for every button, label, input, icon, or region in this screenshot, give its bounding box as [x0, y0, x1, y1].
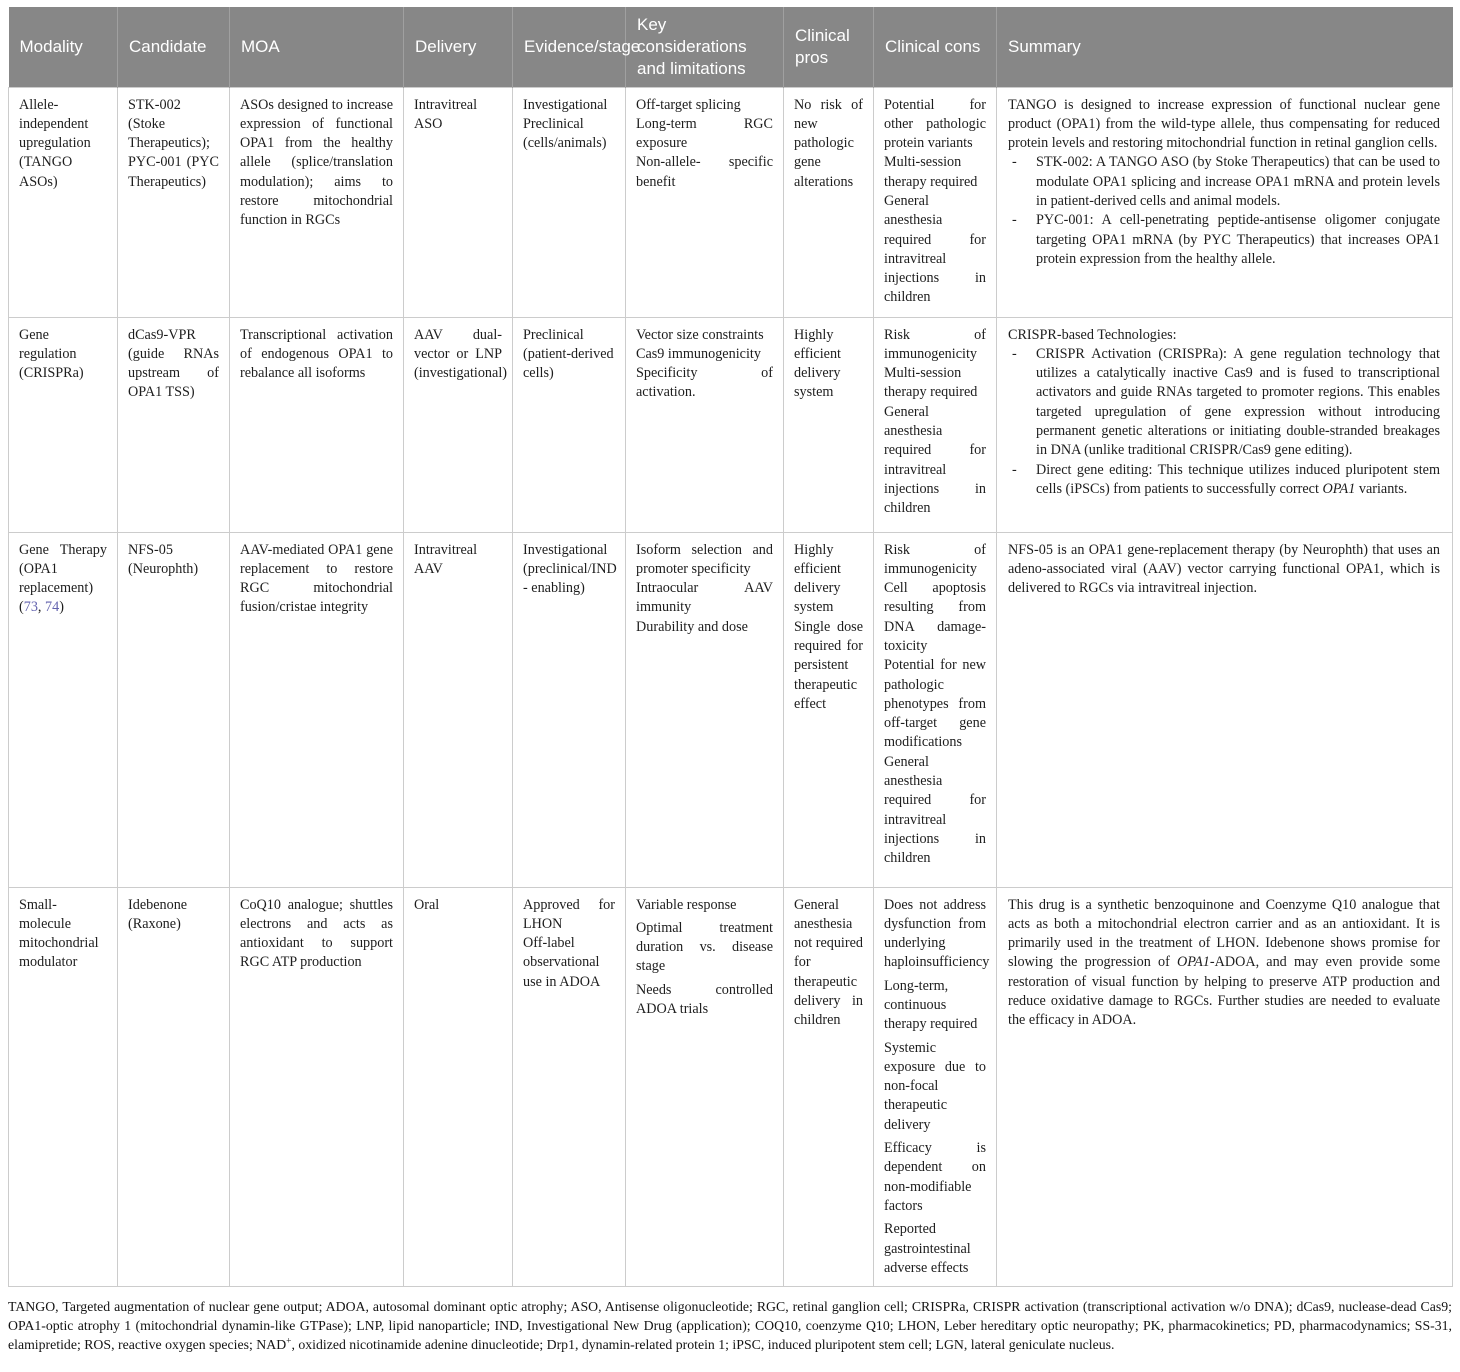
refs-open-paren: (	[19, 599, 24, 616]
cell-clinical-pros	[784, 317, 874, 532]
table-header	[9, 7, 1453, 87]
cell-clinical-cons	[874, 887, 997, 1287]
cell-text-line: Approved for LHON	[523, 896, 615, 932]
cell-text-line: Vector size constraints	[636, 326, 764, 343]
bullet-marker: -	[1012, 461, 1017, 478]
column-header-label: Summary	[1008, 36, 1081, 56]
delivery-text: Intravitreal AAV	[414, 541, 478, 577]
considerations-list	[636, 541, 773, 637]
cell-delivery	[404, 317, 513, 532]
summary-bullet	[1008, 345, 1440, 461]
considerations-list	[636, 326, 773, 403]
evidence-list	[523, 96, 615, 154]
cell-candidate	[118, 887, 230, 1287]
cell-moa	[230, 887, 404, 1287]
delivery-text: Intravitreal ASO	[414, 96, 478, 132]
cell-text-line: Cell apoptosis resulting from DNA damage-toxicity	[884, 580, 986, 654]
cell-text-line: Cas9 immunogenicity	[636, 345, 761, 362]
moa-text: Transcriptional activation of endogenous OPA1 to rebalance all isoforms	[240, 326, 393, 382]
cell-candidate	[118, 317, 230, 532]
cell-key-considerations	[626, 532, 784, 887]
cell-text-line: Potential for new pathologic phenotypes from off-target gene modifications	[884, 657, 986, 751]
cell-moa	[230, 317, 404, 532]
summary-bullet	[1008, 153, 1440, 211]
moa-text: AAV-mediated OPA1 gene replacement to restore RGC mitochondrial fusion/cristae integrity	[240, 541, 393, 616]
cell-text-line: Risk of immunogenicity	[884, 326, 986, 362]
bullet-marker: -	[1012, 154, 1017, 171]
cell-key-considerations	[626, 317, 784, 532]
column-header-clinical-pros	[784, 7, 874, 87]
column-header-summary	[997, 7, 1453, 87]
evidence-list	[523, 541, 615, 599]
cell-text-line: Single dose required for persistent therapeutic effect	[794, 618, 863, 712]
cell-text-line: General anesthesia required for intravitreal injections in children	[884, 192, 986, 306]
column-header-label: Modality	[19, 36, 83, 56]
cell-text-line: Multi-session therapy required	[884, 154, 978, 190]
pros-list	[794, 96, 863, 192]
cell-modality	[9, 87, 118, 317]
cell-delivery	[404, 87, 513, 317]
column-header-label: Delivery	[415, 36, 477, 56]
bullet-text: CRISPR Activation (CRISPRa): A gene regulation technology that utilizes a catalytically inactive Cas9 and is fused to transcriptional activators and guide RNAs targeted to promoter regions. This enables targeted upregulation of gene expression without introducing permanent genetic alterations or initiating double-stranded breakages in DNA (unlike traditional CRISPR/Cas9 gene editing).	[1036, 345, 1440, 459]
gene-name-italic: OPA1	[1177, 954, 1210, 971]
cell-text-line: Multi-session therapy required	[884, 365, 978, 401]
footnote-text-segment: , oxidized nicotinamide adenine dinucleotide; Drp1, dynamin-related protein 1; iPSC, induced pluripotent stem cell; LGN, lateral geniculate nucleus.	[291, 1337, 1115, 1353]
refs-close-paren: )	[59, 599, 64, 616]
column-header-label: Clinical cons	[885, 36, 981, 56]
cell-key-considerations	[626, 887, 784, 1287]
cell-text-line: Long-term, continuous therapy required	[884, 977, 978, 1033]
cell-summary	[997, 317, 1453, 532]
cell-text-line: Reported gastrointestinal adverse effects	[884, 1221, 971, 1276]
reference-link-74[interactable]: 74	[45, 599, 60, 616]
summary-intro	[1008, 896, 1440, 1031]
bullet-text	[1036, 461, 1440, 500]
cell-delivery	[404, 532, 513, 887]
summary-intro: TANGO is designed to increase expression of functional nuclear gene product (OPA1) from the wild-type allele, thus compensating for reduced protein levels and restoring mitochondrial function in retinal ganglion cells.	[1008, 96, 1440, 152]
cell-summary	[997, 887, 1453, 1287]
summary-bullet	[1008, 211, 1440, 269]
pros-list	[794, 541, 863, 715]
cons-list	[884, 96, 986, 308]
cell-text-line: Off-target splicing	[636, 96, 741, 113]
cell-clinical-pros	[784, 532, 874, 887]
cell-text-line: Potential for other pathologic protein variants	[884, 96, 986, 152]
cell-key-considerations	[626, 87, 784, 317]
cell-text-line: Investigational	[523, 96, 608, 113]
cell-modality	[9, 317, 118, 532]
bullet-text-segment: variants.	[1355, 480, 1408, 497]
column-header-evidence-stage	[513, 7, 641, 87]
bullet-text-segment: Direct gene editing: This technique utilizes induced pluripotent stem cells (iPSCs) from patients to successfully correct	[1036, 461, 1440, 497]
table-row-tango-asos	[9, 87, 1453, 317]
footnote-text-segment: TANGO, Targeted augmentation of nuclear gene output; ADOA, autosomal dominant optic atrophy; ASO, Antisense oligonucleotide; RGC, retinal ganglion cell; CRISPRa, CRISPR activation (transcriptional activation w/o DNA); dCas9, nuclease-dead Cas9; OPA1-optic atrophy 1 (mitochondrial dynamin-like GTPase); LNP, lipid nanoparticle; IND, Investigational New Drug (application); COQ10, coenzyme Q10; LHON, Leber hereditary optic neuropathy; PK, pharmacokinetics; PD, pharmacodynamics; SS-31, elamipretide; ROS, reactive oxygen species; NAD	[8, 1299, 1452, 1353]
modality-label: Gene Therapy (OPA1 replacement)	[19, 541, 107, 597]
cell-clinical-pros	[784, 887, 874, 1287]
cell-summary	[997, 87, 1453, 317]
column-header-delivery	[404, 7, 513, 87]
column-header-clinical-cons	[874, 7, 997, 87]
table-row-crispra	[9, 317, 1453, 532]
column-header-label: Evidence/stage	[524, 36, 641, 56]
cell-evidence-stage	[513, 87, 626, 317]
cell-text-line: Variable response	[636, 896, 737, 913]
cell-text-line: Non-allele- specific benefit	[636, 154, 773, 190]
candidate-text: Idebenone (Raxone)	[128, 896, 188, 932]
column-header-label: MOA	[241, 36, 280, 56]
cell-text-line: Long-term RGC exposure	[636, 115, 773, 152]
cell-clinical-pros	[784, 87, 874, 317]
modality-text: Allele-independent upregulation (TANGO ASOs)	[19, 96, 91, 190]
bullet-text: PYC-001: A cell-penetrating peptide-antisense oligomer conjugate targeting OPA1 mRNA (by PYC Therapeutics) that increases OPA1 protein expression from the healthy allele.	[1036, 212, 1440, 267]
cell-text-line: Preclinical (cells/animals)	[523, 115, 607, 152]
cell-text-line: Highly efficient delivery system	[794, 541, 842, 616]
cell-delivery	[404, 887, 513, 1287]
cell-clinical-cons	[874, 317, 997, 532]
column-header-label: Clinical pros	[795, 25, 850, 67]
reference-citation	[19, 599, 64, 615]
cell-text-line: General anesthesia required for intravitreal injections in children	[884, 403, 986, 517]
column-header-label: Key considerations and limitations	[637, 14, 747, 78]
cons-list	[884, 896, 990, 1279]
cell-text-line: No risk of new pathologic gene alterations	[794, 96, 863, 190]
modality-text: Small-molecule mitochondrial modulator	[19, 896, 99, 971]
delivery-text: AAV dual-vector or LNP (investigational)	[414, 326, 507, 382]
cell-evidence-stage	[513, 317, 626, 532]
cell-text-line: Investigational (preclinical/IND - enabling)	[523, 541, 617, 597]
moa-text: CoQ10 analogue; shuttles electrons and acts as antioxidant to support RGC ATP production	[240, 896, 393, 971]
cons-list	[884, 541, 986, 869]
gene-name-italic: OPA1	[1322, 480, 1356, 497]
cell-text-line: Highly efficient delivery system	[794, 326, 842, 401]
summary-intro: NFS-05 is an OPA1 gene-replacement therapy (by Neurophth) that uses an adeno-associated viral (AAV) vector carrying functional OPA1, which is delivered to RGCs via intravitreal injection.	[1008, 541, 1440, 597]
cell-text-line: Off-label observational use in ADOA	[523, 935, 601, 990]
moa-text: ASOs designed to increase expression of functional OPA1 from the healthy allele (splice/translation modulation); aims to restore mitochondrial function in RGCs	[240, 96, 393, 229]
header-row	[9, 7, 1453, 87]
footnote-superscript: +	[286, 1336, 292, 1347]
cell-candidate	[118, 532, 230, 887]
cell-modality	[9, 532, 118, 887]
cell-modality	[9, 887, 118, 1287]
column-header-moa	[230, 7, 404, 87]
cell-clinical-cons	[874, 532, 997, 887]
cell-text-line: Durability and dose	[636, 618, 748, 635]
cell-moa	[230, 87, 404, 317]
cell-text-line: Risk of immunogenicity	[884, 541, 986, 577]
reference-link-73[interactable]: 73	[23, 599, 38, 616]
cell-text-line: Optimal treatment duration vs. disease stage	[636, 919, 773, 975]
cons-list	[884, 326, 986, 519]
cell-text-line: Efficacy is dependent on non-modifiable factors	[884, 1140, 986, 1214]
cell-text-line: General anesthesia not required for therapeutic delivery in children	[794, 896, 863, 1029]
table-body	[9, 87, 1453, 1287]
cell-clinical-cons	[874, 87, 997, 317]
pros-list	[794, 896, 863, 1031]
bullet-marker: -	[1012, 212, 1017, 229]
column-header-key-considerations	[626, 7, 784, 87]
considerations-list	[636, 896, 773, 1020]
summary-text-segment: -ADOA, and may even provide some restoration of visual function by helping to preserve ATP production and reduce oxidative damage to RGCs. Further studies are needed to evaluate the efficacy in ADOA.	[1008, 954, 1440, 1029]
summary-intro: CRISPR-based Technologies:	[1008, 326, 1177, 343]
bullet-text: STK-002: A TANGO ASO (by Stoke Therapeutics) that can be used to modulate OPA1 splicing and increase OPA1 mRNA and protein levels in patient-derived cells and animal models.	[1036, 154, 1440, 209]
refs-separator: ,	[37, 599, 46, 616]
therapeutics-table	[8, 7, 1453, 1287]
evidence-list	[523, 896, 615, 992]
delivery-text: Oral	[414, 896, 440, 913]
cell-text-line: Intraocular AAV immunity	[636, 580, 773, 616]
considerations-list	[636, 96, 773, 192]
column-header-label: Candidate	[129, 36, 207, 56]
modality-text	[19, 541, 107, 618]
cell-candidate	[118, 87, 230, 317]
candidate-text: NFS-05 (Neurophth)	[128, 541, 199, 577]
cell-text-line: Systemic exposure due to non-focal therapeutic delivery	[884, 1039, 986, 1133]
column-header-candidate	[118, 7, 230, 87]
candidate-text: STK-002 (Stoke Therapeutics); PYC-001 (PYC Therapeutics)	[128, 96, 219, 190]
cell-text-line: Isoform selection and promoter specificity	[636, 541, 773, 577]
table-footnote	[8, 1297, 1452, 1354]
cell-text-line: Specificity of activation.	[636, 365, 773, 401]
evidence-list	[523, 326, 615, 384]
bullet-marker: -	[1012, 345, 1017, 362]
cell-moa	[230, 532, 404, 887]
summary-text-segment: This drug is a synthetic benzoquinone and Coenzyme Q10 analogue that acts as both a mitochondrial electron carrier and as an antioxidant. It is primarily used in the treatment of LHON. Idebenone shows promise for slowing the progression of	[1008, 896, 1440, 971]
cell-summary	[997, 532, 1453, 887]
pros-list	[794, 326, 863, 403]
cell-text-line: Needs controlled ADOA trials	[636, 981, 773, 1017]
table-row-idebenone	[9, 887, 1453, 1287]
cell-text-line: Preclinical (patient-derived cells)	[523, 326, 614, 382]
cell-evidence-stage	[513, 887, 626, 1287]
table-row-gene-therapy	[9, 532, 1453, 887]
column-header-modality	[9, 7, 118, 87]
summary-bullet	[1008, 461, 1440, 500]
cell-text-line: Does not address dysfunction from underlying haploinsufficiency	[884, 896, 990, 971]
modality-text: Gene regulation (CRISPRa)	[19, 326, 84, 382]
cell-text-line: General anesthesia required for intravitreal injections in children	[884, 753, 986, 867]
cell-evidence-stage	[513, 532, 626, 887]
candidate-text: dCas9-VPR (guide RNAs upstream of OPA1 TSS)	[128, 326, 219, 401]
